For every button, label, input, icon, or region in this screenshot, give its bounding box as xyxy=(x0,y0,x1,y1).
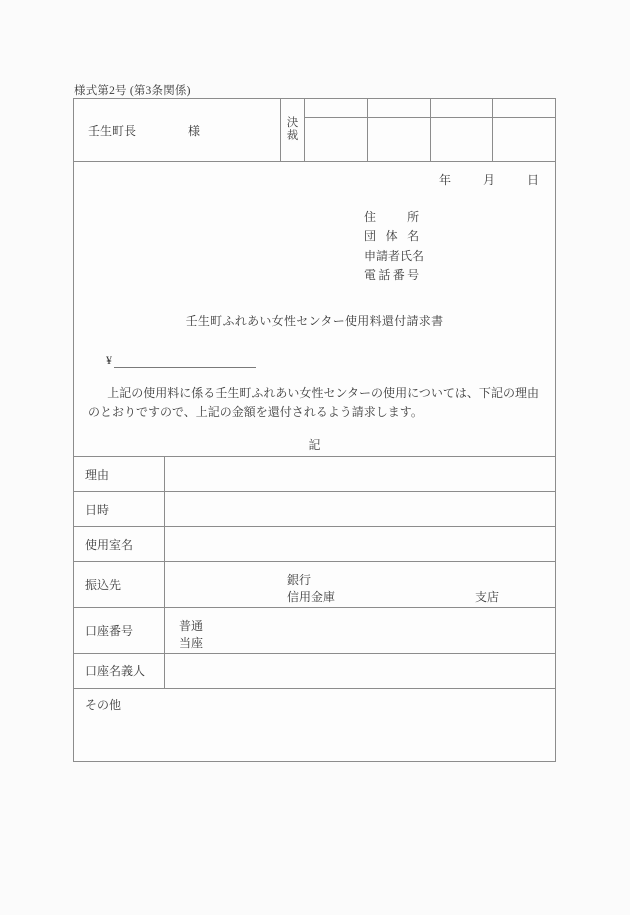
table-row-other[interactable] xyxy=(74,689,555,761)
address-row xyxy=(364,208,555,227)
date-month-label: 月 xyxy=(482,173,495,187)
row-label-room: 使用室名 xyxy=(74,527,165,561)
document-title: 壬生町ふれあい女性センター使用料還付請求書 xyxy=(185,313,444,328)
approval-cell-top[interactable] xyxy=(368,99,430,118)
row-label-reason: 理由 xyxy=(74,457,165,491)
bank-option-shinkin[interactable]: 信用金庫 xyxy=(287,590,336,605)
approval-stamp-grid xyxy=(305,99,555,161)
approval-column xyxy=(431,99,494,161)
row-label-account-number: 口座番号 xyxy=(74,608,165,653)
approval-cell-bottom[interactable] xyxy=(493,118,555,161)
date-year-label: 年 xyxy=(438,173,451,187)
applicant-block xyxy=(74,208,555,286)
addressee-honorific: 様 xyxy=(188,123,201,138)
address-label: 住所 xyxy=(364,210,420,224)
detail-table xyxy=(74,456,555,761)
addressee-cell xyxy=(74,99,281,161)
body-band xyxy=(74,161,555,456)
date-day-label: 日 xyxy=(526,173,539,187)
applicant-name-row xyxy=(364,247,555,266)
row-label-datetime: 日時 xyxy=(74,492,165,526)
bank-option-line-2 xyxy=(165,589,555,606)
organization-row xyxy=(364,227,555,246)
approval-cell-top[interactable] xyxy=(493,99,555,118)
approval-column xyxy=(493,99,555,161)
approval-cell-bottom[interactable] xyxy=(368,118,430,161)
approval-column xyxy=(305,99,368,161)
branch-label: 支店 xyxy=(474,590,499,605)
applicant-name-label: 申請者氏名 xyxy=(364,248,425,263)
row-value-room[interactable] xyxy=(165,527,555,561)
statement-line-1: 上記の使用料に係る壬生町ふれあい女性センターの使用については、下記の理由のと xyxy=(88,385,539,419)
approval-label xyxy=(281,99,305,161)
row-value-datetime[interactable] xyxy=(165,492,555,526)
table-row xyxy=(74,608,555,654)
approval-label-char-1: 決 xyxy=(286,117,299,130)
form-number-caption: 様式第2号 (第3条関係) xyxy=(74,85,191,97)
row-value-account-number[interactable] xyxy=(165,608,555,653)
statement-text xyxy=(74,384,555,422)
row-label-other: その他 xyxy=(85,697,122,712)
table-row xyxy=(74,654,555,689)
date-line xyxy=(74,162,555,188)
form-frame xyxy=(73,98,556,762)
table-row xyxy=(74,562,555,608)
statement-line-2: おりですので、上記の金額を還付されるよう請求します。 xyxy=(112,404,423,419)
amount-line xyxy=(74,353,555,368)
approval-label-char-2: 裁 xyxy=(286,130,299,142)
approval-cell-bottom[interactable] xyxy=(431,118,493,161)
account-type-current[interactable]: 当座 xyxy=(179,636,204,651)
row-label-account-holder: 口座名義人 xyxy=(74,654,165,688)
row-value-account-holder[interactable] xyxy=(165,654,555,688)
approval-column xyxy=(368,99,431,161)
phone-row xyxy=(364,266,555,285)
table-row xyxy=(74,527,555,562)
amount-input-rule[interactable] xyxy=(114,355,256,368)
header-row xyxy=(74,99,555,161)
row-value-transfer-destination[interactable] xyxy=(165,562,555,607)
approval-cell-top[interactable] xyxy=(305,99,367,118)
bank-option-bank[interactable]: 銀行 xyxy=(287,573,312,587)
approval-cell-top[interactable] xyxy=(431,99,493,118)
approval-cell-bottom[interactable] xyxy=(305,118,367,161)
row-label-transfer-destination: 振込先 xyxy=(74,562,165,607)
phone-label: 電話番号 xyxy=(364,268,420,283)
table-row xyxy=(74,492,555,527)
row-value-reason[interactable] xyxy=(165,457,555,491)
note-marker: 記 xyxy=(308,437,321,452)
organization-label: 団体名 xyxy=(364,229,420,244)
account-type-ordinary[interactable]: 普通 xyxy=(179,618,204,633)
table-row xyxy=(74,457,555,492)
addressee-name: 壬生町長 xyxy=(88,123,137,138)
yen-symbol: ¥ xyxy=(106,352,112,367)
